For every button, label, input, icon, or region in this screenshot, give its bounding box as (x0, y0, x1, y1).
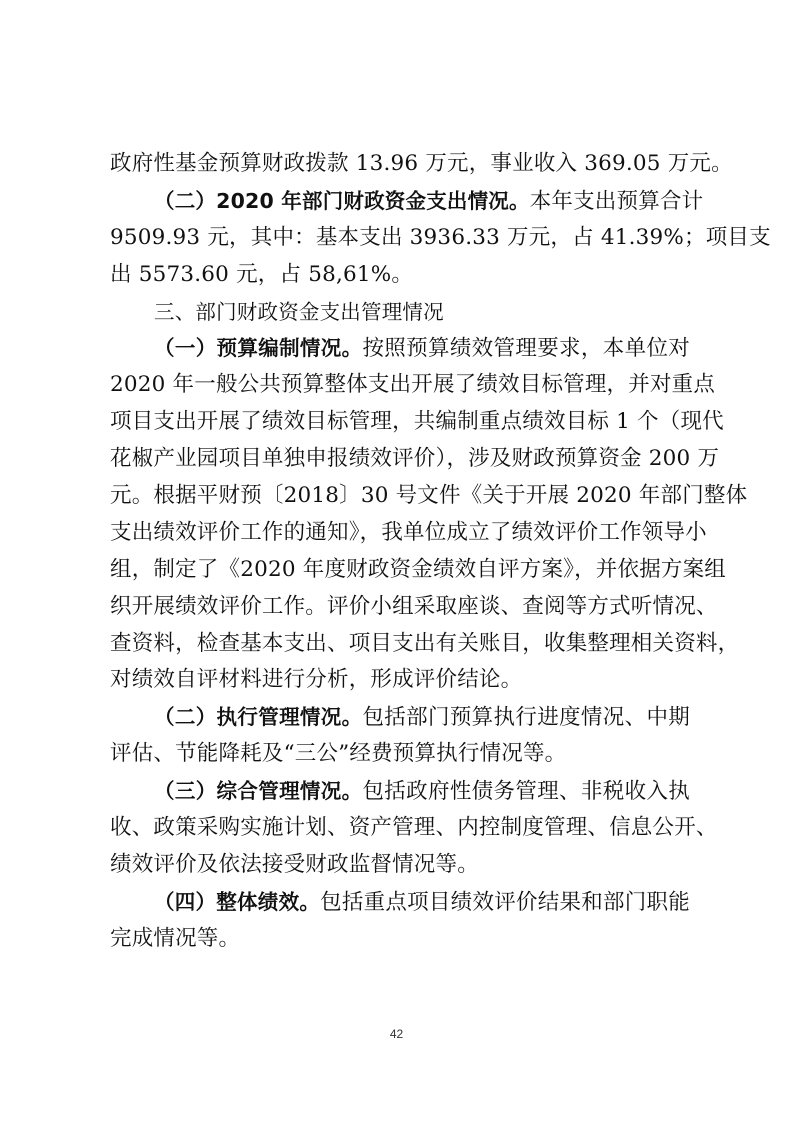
subsection-heading: （一）预算编制情况。 (154, 336, 363, 361)
paragraph-line (110, 810, 718, 847)
paragraph-line (110, 220, 771, 257)
paragraph-line (110, 183, 704, 220)
subsection-heading: （三）综合管理情况。 (154, 779, 363, 804)
line-text: 包括政府性债务管理、非税收入执 (362, 779, 690, 805)
line-text: 绩效评价及依法接受财政监督情况等。 (110, 851, 479, 877)
line-text: 包括重点项目绩效评价结果和部门职能 (320, 889, 691, 915)
paragraph-line (110, 552, 727, 589)
paragraph-line (110, 921, 690, 958)
line-text: 织开展绩效评价工作。评价小组采取座谈、查阅等方式听情况、 (110, 593, 718, 619)
paragraph-line (110, 330, 690, 367)
paragraph-line (110, 626, 740, 663)
paragraph-line (110, 441, 720, 478)
line-text: 元。根据平财预〔2018〕30 号文件《关于开展 2020 年部门整体 (110, 483, 748, 509)
subsection-heading: （四）整体绩效。 (154, 889, 321, 914)
line-text: 项目支出开展了绩效目标管理，共编制重点绩效目标 1 个（现代 (110, 409, 724, 435)
subsection-heading: （二）执行管理情况。 (154, 705, 363, 730)
line-text: 三、部门财政资金支出管理情况 (154, 299, 444, 324)
paragraph-line (110, 847, 690, 884)
paragraph-line (110, 736, 690, 773)
line-text: 评估、节能降耗及“三公”经费预算执行情况等。 (110, 741, 567, 767)
paragraph-line (110, 662, 690, 699)
page-number: 42 (389, 1027, 404, 1041)
line-text: 组，制定了《2020 年度财政资金绩效自评方案》，并依据方案组 (110, 556, 727, 582)
line-text: 花椒产业园项目单独申报绩效评价），涉及财政预算资金 200 万 (110, 446, 720, 472)
line-text: 按照预算绩效管理要求，本单位对 (362, 336, 690, 362)
line-text: 本年支出预算合计 (529, 188, 704, 214)
paragraph-line (110, 478, 748, 515)
paragraph-line (110, 589, 718, 626)
paragraph-line (110, 367, 716, 404)
line-text: 2020 年一般公共预算整体支出开展了绩效目标管理，并对重点 (110, 372, 716, 398)
line-text: 查资料，检查基本支出、项目支出有关账目，收集整理相关资料， (110, 630, 740, 656)
paragraph-line (110, 773, 690, 810)
line-text: 出 5573.60 元，占 58,61%。 (110, 261, 414, 287)
subsection-heading: （二）2020 年部门财政资金支出情况。 (154, 188, 530, 213)
section-title (110, 294, 690, 331)
line-text: 9509.93 元，其中：基本支出 3936.33 万元，占 41.39%；项目支 (110, 224, 771, 250)
paragraph-line (110, 884, 690, 921)
document-body (110, 146, 771, 958)
line-text: 完成情况等。 (110, 925, 241, 951)
paragraph-line (110, 257, 690, 294)
line-text: 政府性基金预算财政拨款 13.96 万元，事业收入 369.05 万元。 (110, 151, 733, 176)
paragraph-line (110, 699, 690, 736)
line-text: 支出绩效评价工作的通知》，我单位成立了绩效评价工作领导小 (110, 519, 707, 545)
paragraph-line (110, 515, 707, 552)
paragraph-line (110, 404, 724, 441)
line-text: 包括部门预算执行进度情况、中期 (362, 705, 690, 731)
line-text: 收、政策采购实施计划、资产管理、内控制度管理、信息公开、 (110, 815, 718, 841)
paragraph-line (110, 146, 733, 183)
line-text: 对绩效自评材料进行分析，形成评价结论。 (110, 667, 523, 693)
